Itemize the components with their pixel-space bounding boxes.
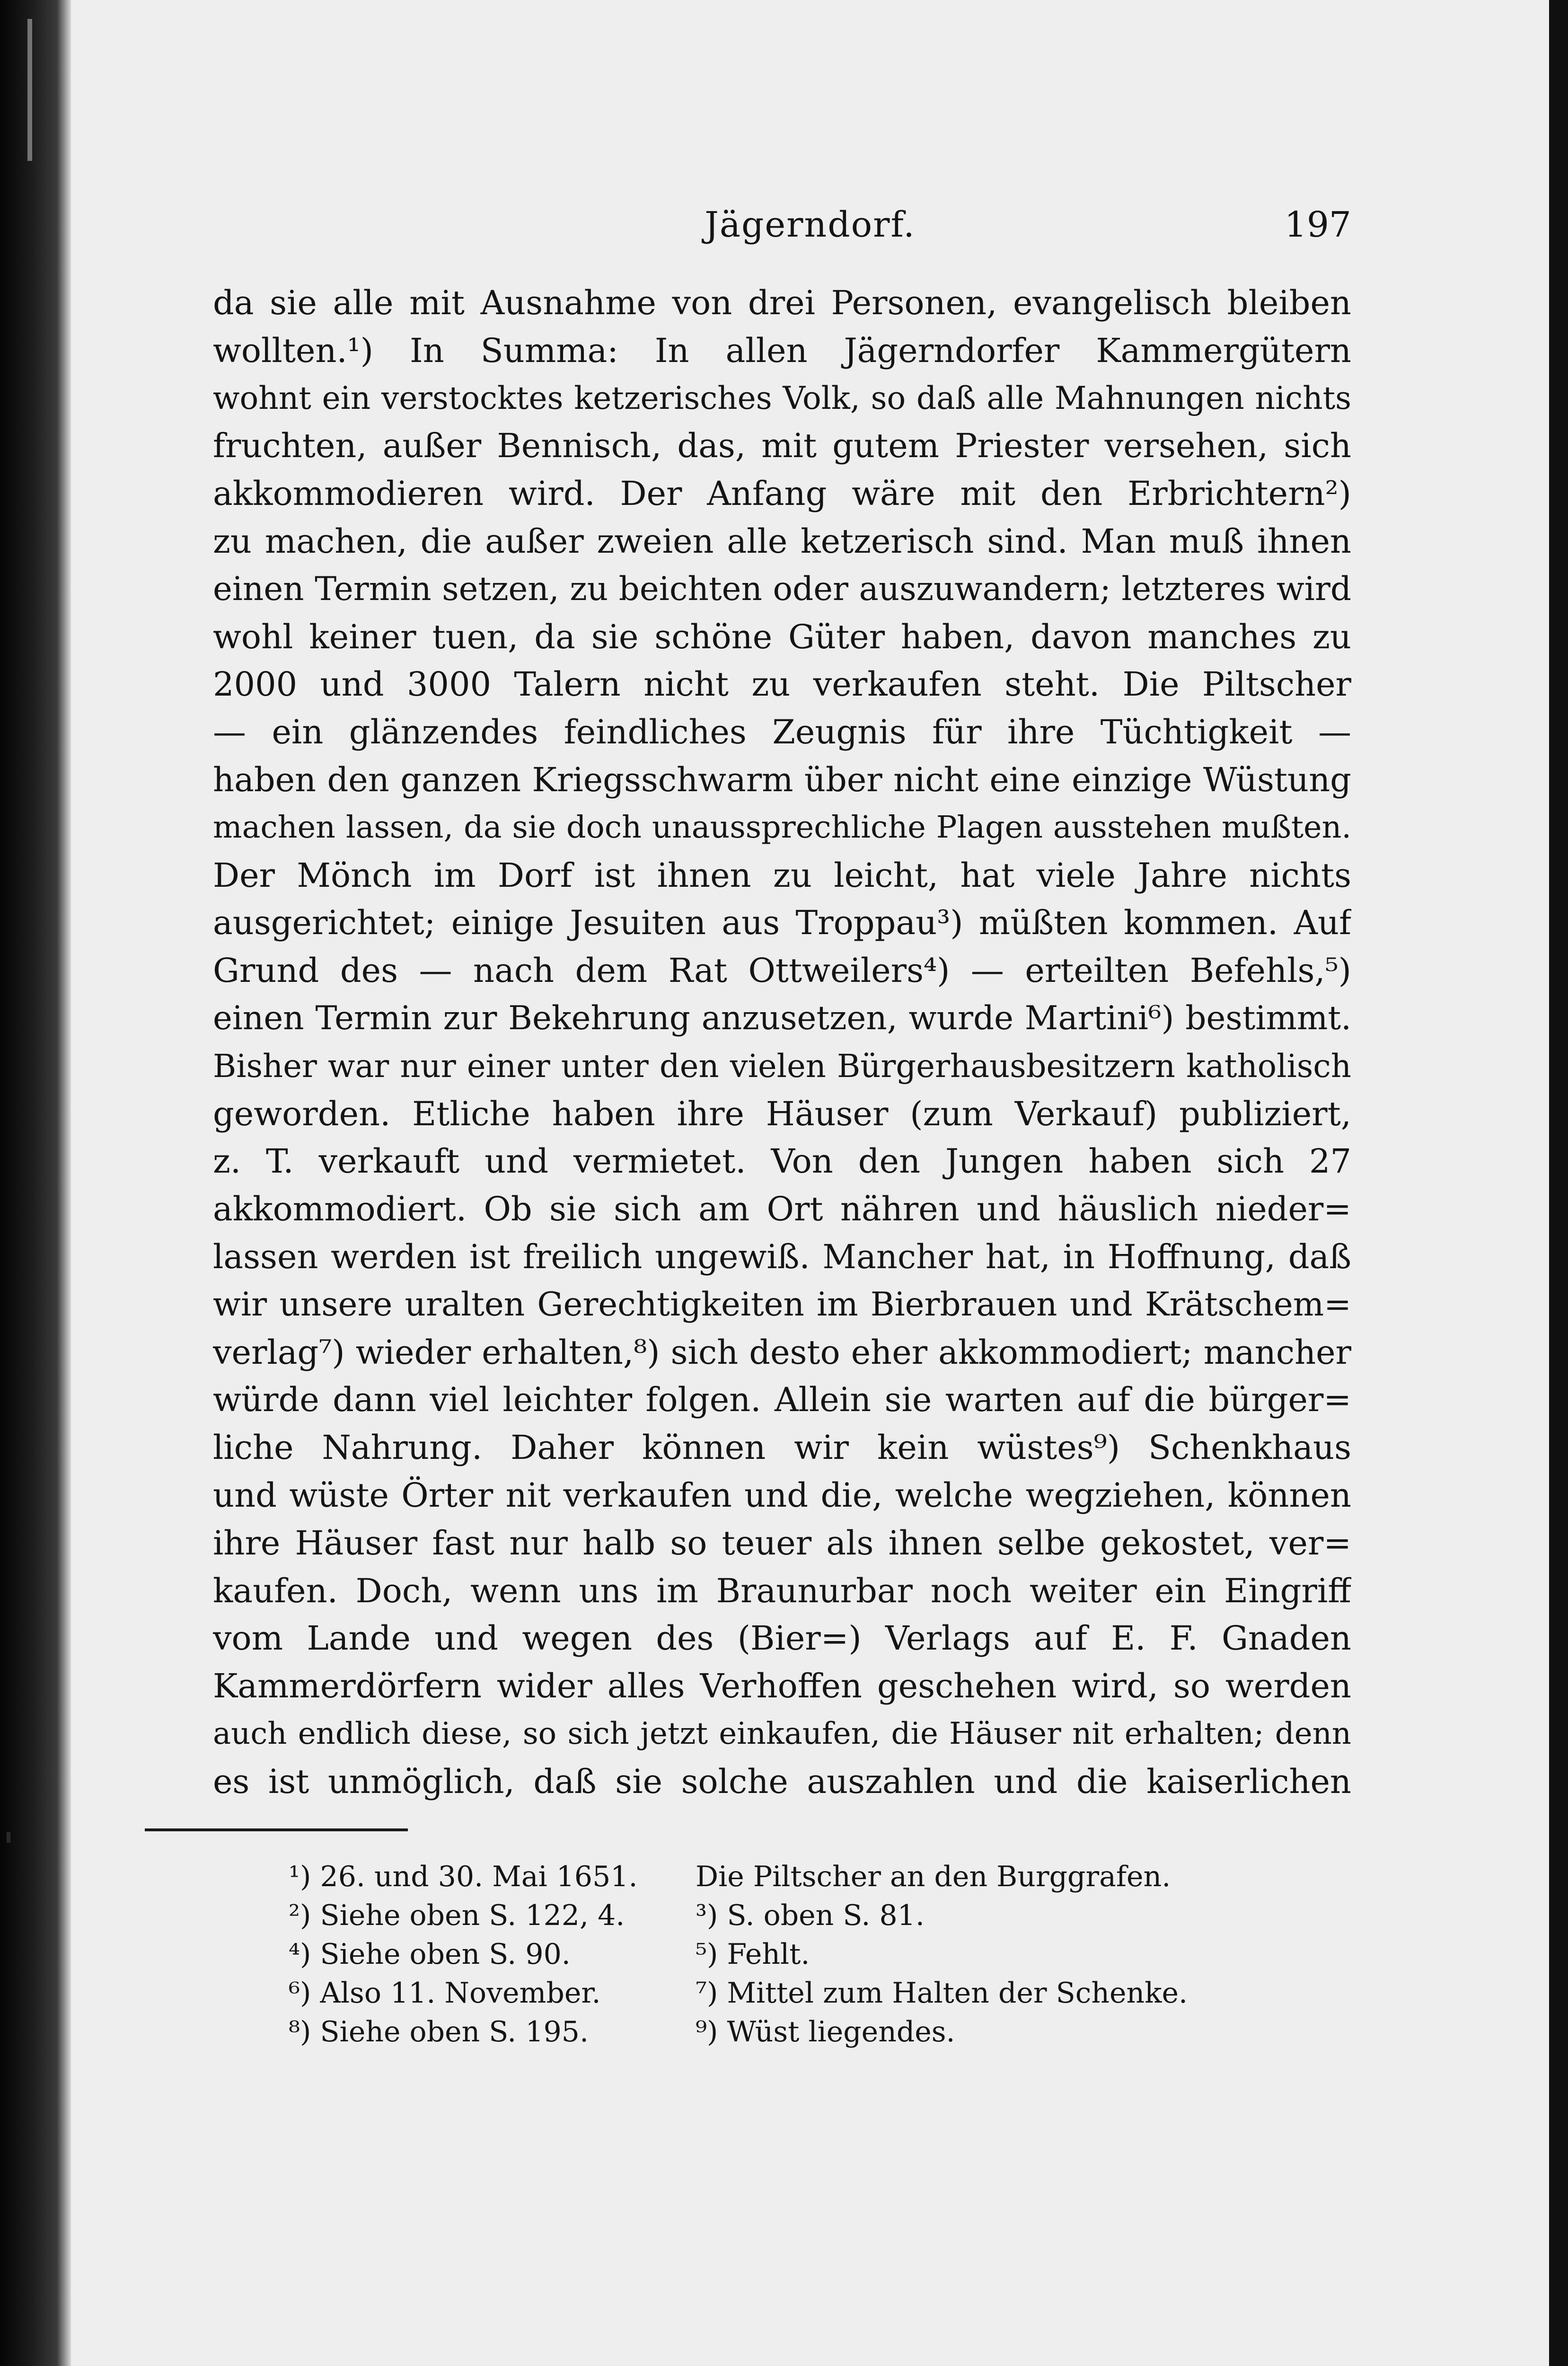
footnote-row — [289, 1974, 1306, 2013]
text-line: verlag⁷) wieder erhalten,⁸) sich desto eher akkommodiert; mancher — [213, 1333, 1351, 1372]
footnote: ¹) 26. und 30. Mai 1651. — [289, 1860, 638, 1893]
footnote-row — [289, 1896, 1306, 1935]
footnote-row — [289, 1857, 1306, 1896]
text-line: da sie alle mit Ausnahme von drei Personen, evangelisch bleiben — [213, 283, 1351, 322]
text-line: und wüste Örter nit verkaufen und die, welche wegziehen, können — [213, 1475, 1351, 1515]
footnote-row — [289, 1935, 1306, 1974]
text-line: akkommodiert. Ob sie sich am Ort nähren und häuslich nieder= — [213, 1190, 1351, 1229]
footnotes — [289, 1857, 1306, 2051]
footnote: ⁷) Mittel zum Halten der Schenke. — [696, 1977, 1188, 2010]
text-line: Kammerdörfern wider alles Verhoffen geschehen wird, so werden — [213, 1667, 1351, 1706]
text-line: es ist unmöglich, daß sie solche auszahlen und die kaiserlichen — [213, 1762, 1351, 1801]
footnote: ⁶) Also 11. November. — [289, 1977, 601, 2010]
footnote: ²) Siehe oben S. 122, 4. — [289, 1899, 625, 1932]
footnote: ⁹) Wüst liegendes. — [696, 2015, 955, 2048]
text-line: liche Nahrung. Daher können wir kein wüstes⁹) Schenkhaus — [213, 1428, 1351, 1467]
text-line: einen Termin zur Bekehrung anzusetzen, wurde Martini⁶) bestimmt. — [213, 999, 1351, 1037]
text-line: auch endlich diese, so sich jetzt einkaufen, die Häuser nit erhalten; denn — [213, 1716, 1351, 1751]
body-text — [213, 279, 1351, 1806]
footnote: ⁴) Siehe oben S. 90. — [289, 1938, 571, 1971]
text-line: lassen werden ist freilich ungewiß. Mancher hat, in Hoffnung, daß — [213, 1237, 1351, 1276]
text-line: akkommodieren wird. Der Anfang wäre mit den Erbrichtern²) — [213, 474, 1351, 513]
text-line: zu machen, die außer zweien alle ketzerisch sind. Man muß ihnen — [213, 521, 1351, 561]
text-line: geworden. Etliche haben ihre Häuser (zum Verkauf) publiziert, — [213, 1094, 1351, 1133]
text-line: fruchten, außer Bennisch, das, mit gutem Priester versehen, sich — [213, 426, 1351, 466]
text-line: einen Termin setzen, zu beichten oder auszuwandern; letzteres wird — [213, 570, 1351, 608]
text-line: 2000 und 3000 Talern nicht zu verkaufen steht. Die Piltscher — [213, 665, 1351, 704]
page-number: 197 — [1284, 204, 1351, 245]
page-header — [71, 204, 1549, 256]
footnote: Die Piltscher an den Burggrafen. — [696, 1860, 1171, 1893]
text-line: wohnt ein verstocktes ketzerisches Volk, so daß alle Mahnungen nichts — [213, 380, 1351, 416]
footnote: ⁸) Siehe oben S. 195. — [289, 2015, 589, 2048]
margin-mark — [7, 1832, 10, 1843]
text-line: haben den ganzen Kriegsschwarm über nicht eine einzige Wüstung — [213, 760, 1351, 799]
text-line: ihre Häuser fast nur halb so teuer als ihnen selbe gekostet, ver= — [213, 1523, 1351, 1563]
text-line: wollten.¹) In Summa: In allen Jägerndorfer Kammergütern — [213, 331, 1351, 370]
text-line: Bisher war nur einer unter den vielen Bürgerhausbesitzern katholisch — [213, 1047, 1351, 1085]
text-line: vom Lande und wegen des (Bier=) Verlags auf E. F. Gnaden — [213, 1619, 1351, 1658]
running-title: Jägerndorf. — [705, 204, 916, 245]
text-line: Grund des — nach dem Rat Ottweilers⁴) — erteilten Befehls,⁵) — [213, 951, 1351, 990]
text-line: — ein glänzendes feindliches Zeugnis für ihre Tüchtigkeit — — [213, 713, 1351, 752]
text-line: ausgerichtet; einige Jesuiten aus Troppau³) müßten kommen. Auf — [213, 903, 1351, 943]
text-line: Der Mönch im Dorf ist ihnen zu leicht, hat viele Jahre nichts — [213, 856, 1351, 895]
text-line: kaufen. Doch, wenn uns im Braunurbar noch weiter ein Eingriff — [213, 1571, 1351, 1610]
binding-highlight — [27, 19, 32, 161]
text-line: machen lassen, da sie doch unaussprechliche Plagen ausstehen mußten. — [213, 809, 1351, 845]
text-line: z. T. verkauft und vermietet. Von den Jungen haben sich 27 — [213, 1142, 1351, 1181]
footnote: ³) S. oben S. 81. — [696, 1899, 925, 1932]
text-line: wohl keiner tuen, da sie schöne Güter haben, davon manches zu — [213, 617, 1351, 656]
footnote-rule — [145, 1828, 408, 1831]
footnote: ⁵) Fehlt. — [696, 1938, 810, 1971]
text-line: würde dann viel leichter folgen. Allein sie warten auf die bürger= — [213, 1380, 1351, 1420]
footnote-row — [289, 2013, 1306, 2051]
text-line: wir unsere uralten Gerechtigkeiten im Bierbrauen und Krätschem= — [213, 1285, 1351, 1324]
book-binding-edge — [0, 0, 71, 2366]
